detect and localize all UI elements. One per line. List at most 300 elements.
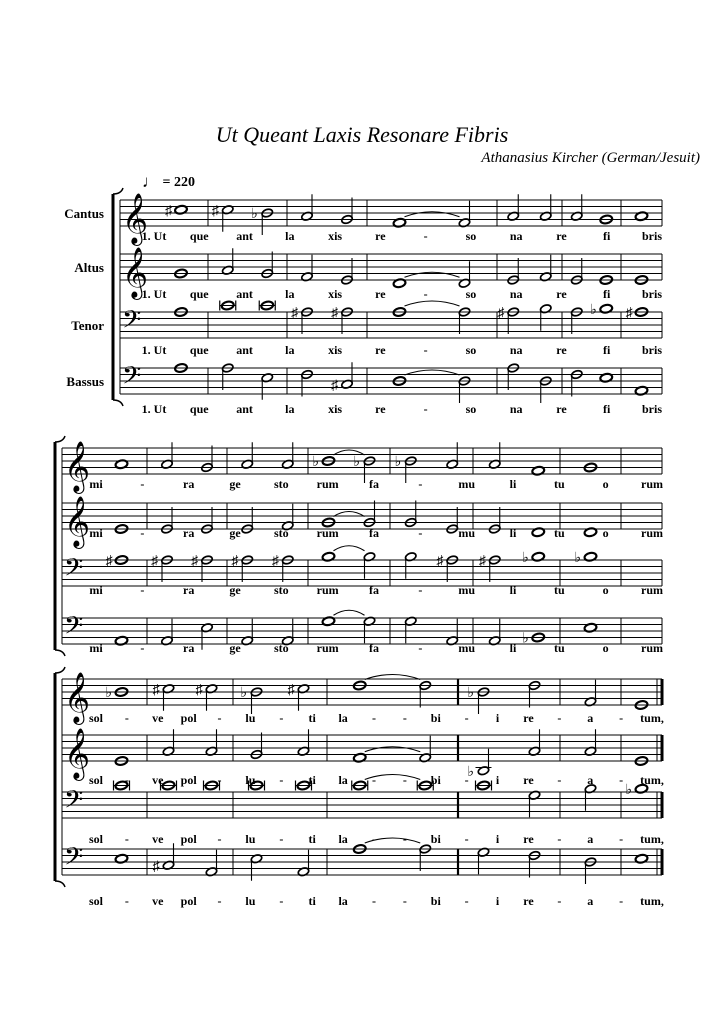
lyric-syllable: ve xyxy=(152,832,164,846)
lyric-syllable: - xyxy=(557,773,562,787)
lyric-syllable: sto xyxy=(273,477,289,491)
lyric-syllable: - xyxy=(140,477,145,491)
lyric-syllable: tu xyxy=(553,477,565,491)
note xyxy=(288,683,310,711)
note xyxy=(590,303,613,318)
sharp-icon: ♯ xyxy=(331,378,338,394)
lyric-syllable: - xyxy=(402,894,407,908)
lyric-syllable: - xyxy=(423,287,428,301)
sharp-icon: ♯ xyxy=(191,554,198,569)
lyric-syllable: bris xyxy=(641,287,663,301)
lyric-syllable: re xyxy=(523,711,534,725)
lyric-syllable: - xyxy=(619,773,624,787)
sharp-icon: ♯ xyxy=(151,554,158,569)
lyric-syllable: - xyxy=(279,894,284,908)
flat-icon: ♭ xyxy=(522,550,529,566)
lyric-syllable: mi xyxy=(89,641,103,655)
lyric-syllable: li xyxy=(509,526,517,540)
staff-cantus xyxy=(62,673,664,725)
note xyxy=(419,736,432,763)
lyric-syllable: - xyxy=(140,526,145,540)
lyric-syllable: re xyxy=(375,343,386,357)
lyric-syllable: rum xyxy=(641,641,663,655)
lyric-syllable: mi xyxy=(89,583,103,597)
lyric-syllable: - xyxy=(372,711,376,725)
bracket-hook xyxy=(55,881,65,887)
lyric-syllable: 1. Ut xyxy=(141,343,167,357)
treble-clef-icon: 𝄞 xyxy=(122,194,149,243)
lyric-syllable: fi xyxy=(603,229,611,243)
lyric-syllable: ve xyxy=(152,711,164,725)
lyric-syllable: - xyxy=(124,773,129,787)
staff-altus xyxy=(74,248,662,301)
lyric-syllable: fa xyxy=(369,526,379,540)
note xyxy=(507,194,520,221)
note xyxy=(404,501,417,528)
lyric-syllable: bris xyxy=(641,229,663,243)
lyric-syllable: - xyxy=(423,229,428,243)
bass-clef-icon: 𝄢 xyxy=(122,362,142,396)
treble-clef-icon: 𝄞 xyxy=(64,673,91,722)
sharp-icon: ♯ xyxy=(152,682,160,698)
note xyxy=(488,442,501,469)
note xyxy=(446,619,459,646)
lyric-syllable: i xyxy=(495,894,500,908)
sharp-icon: ♯ xyxy=(105,554,113,569)
note xyxy=(331,306,353,334)
lyric-syllable: 1. Ut xyxy=(141,229,167,243)
note xyxy=(241,442,254,469)
staff-tenor xyxy=(62,546,663,597)
lyric-syllable: a xyxy=(587,894,594,908)
staff-cantus xyxy=(62,442,663,494)
lyric-syllable: re xyxy=(556,402,567,416)
bass-clef-icon: 𝄢 xyxy=(64,843,84,877)
lyric-syllable: 1. Ut xyxy=(141,287,167,301)
lyric-syllable: bris xyxy=(641,402,663,416)
tie xyxy=(405,301,460,306)
lyric-syllable: fa xyxy=(369,477,379,491)
lyric-syllable: - xyxy=(418,583,423,597)
lyric-syllable: sto xyxy=(273,641,289,655)
staff-bassus xyxy=(62,838,664,908)
note xyxy=(479,554,501,582)
note xyxy=(341,258,354,285)
voice-label: Tenor xyxy=(71,318,104,333)
sharp-icon: ♯ xyxy=(165,203,172,219)
lyric-syllable: re xyxy=(556,343,567,357)
note xyxy=(191,554,213,582)
lyric-syllable: 1. Ut xyxy=(141,402,167,416)
note xyxy=(272,554,294,582)
note xyxy=(301,255,314,282)
lyric-syllable: - xyxy=(418,641,423,655)
lyric-syllable: na xyxy=(509,402,523,416)
lyric-syllable: - xyxy=(279,832,284,846)
note xyxy=(570,369,583,396)
lyric-syllable: - xyxy=(402,711,407,725)
lyric-syllable: bris xyxy=(641,343,663,357)
lyric-syllable: sol xyxy=(88,711,104,725)
system xyxy=(64,188,662,416)
note xyxy=(584,729,597,756)
lyric-syllable: fi xyxy=(603,402,611,416)
sharp-icon: ♯ xyxy=(211,203,219,219)
lyric-syllable: - xyxy=(464,832,469,846)
lyric-syllable: ge xyxy=(229,583,241,597)
staff-bassus xyxy=(66,362,662,416)
note xyxy=(161,442,174,469)
lyric-syllable: - xyxy=(619,711,624,725)
lyric-syllable: lu xyxy=(245,711,256,725)
lyric-syllable: - xyxy=(372,832,376,846)
lyric-syllable: rum xyxy=(641,583,663,597)
flat-icon: ♭ xyxy=(625,782,633,798)
sharp-icon: ♯ xyxy=(291,306,298,321)
lyric-syllable: - xyxy=(124,711,129,725)
lyric-syllable: ve xyxy=(152,894,164,908)
note xyxy=(363,552,376,579)
voice-label: Altus xyxy=(74,260,104,275)
lyric-syllable: - xyxy=(402,773,407,787)
note xyxy=(476,781,492,791)
staff-tenor xyxy=(71,301,662,358)
lyric-syllable: mu xyxy=(458,526,476,540)
flat-icon: ♭ xyxy=(574,550,582,566)
treble-clef-icon: 𝄞 xyxy=(122,248,149,297)
flat-icon: ♭ xyxy=(240,686,248,701)
lyric-syllable: na xyxy=(509,287,523,301)
lyric-syllable: tu xyxy=(553,526,565,540)
lyric-syllable: tu xyxy=(553,583,565,597)
note xyxy=(241,619,254,646)
note xyxy=(301,194,314,221)
lyric-syllable: xis xyxy=(328,343,343,357)
lyric-syllable: tum, xyxy=(640,832,664,846)
system xyxy=(55,667,664,908)
lyric-syllable: re xyxy=(375,287,386,301)
sharp-icon: ♯ xyxy=(436,554,444,569)
flat-icon: ♭ xyxy=(105,686,113,701)
note xyxy=(528,729,541,756)
note xyxy=(241,686,263,714)
lyric-syllable: ra xyxy=(183,526,195,540)
note xyxy=(404,552,417,579)
note xyxy=(165,204,188,219)
lyric-syllable: lu xyxy=(245,894,256,908)
bass-clef-icon: 𝄢 xyxy=(64,612,84,646)
lyric-syllable: que xyxy=(189,402,209,416)
lyric-syllable: - xyxy=(418,477,423,491)
lyric-syllable: - xyxy=(217,773,222,787)
note xyxy=(458,307,471,334)
note xyxy=(584,784,597,811)
note xyxy=(250,733,263,760)
note xyxy=(261,373,274,400)
note xyxy=(161,619,174,646)
note xyxy=(528,790,541,817)
composer-credit: Athanasius Kircher (German/Jesuit) xyxy=(481,150,700,166)
note xyxy=(458,376,471,403)
lyric-syllable: re xyxy=(375,229,386,243)
lyric-syllable: tum, xyxy=(640,711,664,725)
lyric-syllable: - xyxy=(279,773,284,787)
note xyxy=(468,686,490,714)
note xyxy=(221,248,234,275)
note xyxy=(259,301,275,311)
lyric-syllable: xis xyxy=(328,287,343,301)
note xyxy=(539,376,552,403)
lyric-syllable: - xyxy=(557,711,562,725)
note xyxy=(570,194,583,221)
lyric-syllable: ti xyxy=(308,832,316,846)
lyric-syllable: ti xyxy=(308,773,316,787)
lyric-syllable: re xyxy=(523,832,534,846)
lyric-syllable: pol xyxy=(180,832,197,846)
lyric-syllable: re xyxy=(523,894,534,908)
tempo-value: = 220 xyxy=(162,175,195,190)
lyric-syllable: rum xyxy=(641,477,663,491)
note xyxy=(626,783,649,798)
lyric-syllable: fa xyxy=(369,583,379,597)
note xyxy=(205,850,218,877)
lyric-syllable: - xyxy=(418,526,423,540)
tie xyxy=(365,747,421,752)
lyric-syllable: la xyxy=(285,343,295,357)
note xyxy=(570,307,583,334)
flat-icon: ♭ xyxy=(590,302,597,318)
note xyxy=(363,616,376,643)
sharp-icon: ♯ xyxy=(195,682,203,698)
lyric-syllable: re xyxy=(375,402,386,416)
treble-clef-icon: 𝄞 xyxy=(64,497,91,546)
note xyxy=(162,729,175,756)
lyric-syllable: i xyxy=(495,832,500,846)
lyric-syllable: ge xyxy=(229,641,241,655)
lyric-syllable: a xyxy=(587,832,594,846)
tie xyxy=(334,546,365,551)
note xyxy=(539,304,552,331)
lyric-syllable: tum, xyxy=(640,773,664,787)
lyric-syllable: i xyxy=(495,773,500,787)
lyric-syllable: fi xyxy=(603,287,611,301)
note xyxy=(296,781,312,791)
voice-label: Bassus xyxy=(66,374,104,389)
lyric-syllable: fi xyxy=(603,343,611,357)
bracket-hook xyxy=(113,400,123,406)
lyric-syllable: a xyxy=(587,711,594,725)
lyric-syllable: sto xyxy=(273,526,289,540)
lyric-syllable: li xyxy=(509,641,517,655)
lyric-syllable: - xyxy=(402,832,407,846)
note xyxy=(458,201,471,228)
lyric-syllable: ant xyxy=(236,229,253,243)
lyric-syllable: - xyxy=(217,894,222,908)
lyric-syllable: re xyxy=(556,287,567,301)
sharp-icon: ♯ xyxy=(478,554,486,569)
lyric-syllable: ge xyxy=(229,526,241,540)
flat-icon: ♭ xyxy=(353,455,361,470)
note xyxy=(417,781,433,791)
flat-icon: ♭ xyxy=(467,686,475,701)
flat-icon: ♭ xyxy=(394,455,402,470)
flat-icon: ♭ xyxy=(467,764,475,780)
tie xyxy=(405,272,460,277)
lyric-syllable: na xyxy=(509,229,523,243)
lyric-syllable: la xyxy=(285,287,295,301)
note xyxy=(204,781,220,791)
note xyxy=(201,446,214,473)
note xyxy=(205,729,218,756)
lyric-syllable: li xyxy=(509,583,517,597)
lyric-syllable: - xyxy=(557,894,562,908)
note xyxy=(584,857,597,884)
lyric-syllable: tu xyxy=(553,641,565,655)
lyric-syllable: la xyxy=(338,711,348,725)
note xyxy=(539,194,552,221)
note xyxy=(196,683,218,711)
treble-clef-icon: 𝄞 xyxy=(64,442,91,491)
lyric-syllable: la xyxy=(285,229,295,243)
note xyxy=(201,507,214,534)
lyric-syllable: - xyxy=(217,711,222,725)
sharp-icon: ♯ xyxy=(271,554,279,569)
lyric-syllable: - xyxy=(423,402,428,416)
lyric-syllable: - xyxy=(557,832,562,846)
note xyxy=(584,680,597,707)
note xyxy=(161,507,174,534)
lyric-syllable: xis xyxy=(328,402,343,416)
note xyxy=(297,729,310,756)
note xyxy=(251,207,273,235)
note xyxy=(528,850,541,877)
lyric-syllable: o xyxy=(602,583,609,597)
lyric-syllable: li xyxy=(509,477,517,491)
flat-icon: ♭ xyxy=(251,207,258,222)
lyric-syllable: so xyxy=(465,229,477,243)
lyric-syllable: tum, xyxy=(640,894,664,908)
sharp-icon: ♯ xyxy=(331,306,338,321)
sharp-icon: ♯ xyxy=(287,682,295,698)
lyric-syllable: la xyxy=(338,894,348,908)
lyric-syllable: mi xyxy=(89,526,103,540)
note xyxy=(522,551,545,566)
note xyxy=(201,623,214,650)
sharp-icon: ♯ xyxy=(152,859,160,875)
note xyxy=(151,554,173,582)
lyric-syllable: bi xyxy=(430,894,441,908)
note xyxy=(488,507,501,534)
note xyxy=(153,843,175,874)
treble-clef-icon: 𝄞 xyxy=(64,729,91,778)
lyric-syllable: la xyxy=(338,832,348,846)
lyric-syllable: ant xyxy=(236,343,253,357)
lyric-syllable: mu xyxy=(458,583,476,597)
lyric-syllable: sol xyxy=(88,832,104,846)
lyric-syllable: - xyxy=(140,583,145,597)
staff-bassus xyxy=(62,610,663,655)
lyric-syllable: i xyxy=(495,711,500,725)
lyric-syllable: que xyxy=(189,343,209,357)
lyric-syllable: o xyxy=(602,641,609,655)
lyric-syllable: bi xyxy=(430,773,441,787)
note xyxy=(221,363,234,390)
lyric-syllable: que xyxy=(189,287,209,301)
lyric-syllable: ve xyxy=(152,773,164,787)
note xyxy=(241,507,254,534)
lyric-syllable: ti xyxy=(308,894,316,908)
lyric-syllable: ant xyxy=(236,287,253,301)
note xyxy=(458,261,471,288)
note xyxy=(446,507,459,534)
lyric-syllable: - xyxy=(279,711,284,725)
lyric-syllable: la xyxy=(338,773,348,787)
lyric-syllable: mi xyxy=(89,477,103,491)
lyric-syllable: xis xyxy=(328,229,343,243)
bass-clef-icon: 𝄢 xyxy=(64,554,84,588)
lyric-syllable: rum xyxy=(641,526,663,540)
lyric-syllable: sol xyxy=(88,894,104,908)
note xyxy=(301,369,314,396)
lyric-syllable: - xyxy=(124,832,129,846)
lyric-syllable: ra xyxy=(183,477,195,491)
lyric-syllable: so xyxy=(465,402,477,416)
note xyxy=(539,255,552,282)
lyric-syllable: pol xyxy=(180,773,197,787)
bass-clef-icon: 𝄢 xyxy=(64,786,84,820)
system xyxy=(55,436,663,656)
lyric-syllable: ge xyxy=(229,477,241,491)
note xyxy=(297,850,310,877)
lyric-syllable: - xyxy=(464,773,469,787)
lyric-syllable: - xyxy=(372,894,376,908)
staff-altus xyxy=(62,497,663,549)
lyric-syllable: mu xyxy=(458,641,476,655)
lyric-syllable: ant xyxy=(236,402,253,416)
sharp-icon: ♯ xyxy=(625,306,633,321)
lyric-syllable: o xyxy=(602,477,609,491)
note xyxy=(220,301,236,311)
flat-icon: ♭ xyxy=(312,455,320,470)
lyric-syllable: sol xyxy=(88,773,104,787)
lyric-syllable: lu xyxy=(245,832,256,846)
note xyxy=(528,680,541,707)
staff-altus xyxy=(62,729,664,787)
tie xyxy=(334,610,365,615)
note xyxy=(363,501,376,528)
quarter-note-icon: ♩ xyxy=(142,172,159,191)
lyric-syllable: - xyxy=(217,832,222,846)
lyric-syllable: ra xyxy=(183,583,195,597)
lyric-syllable: - xyxy=(372,773,376,787)
lyric-syllable: bi xyxy=(430,832,441,846)
lyric-syllable: re xyxy=(556,229,567,243)
lyric-syllable: re xyxy=(523,773,534,787)
note xyxy=(395,455,417,483)
voice-label: Cantus xyxy=(64,206,104,221)
note xyxy=(331,362,353,393)
sharp-icon: ♯ xyxy=(497,306,505,321)
lyric-syllable: - xyxy=(124,894,129,908)
lyric-syllable: - xyxy=(464,711,469,725)
lyric-syllable: pol xyxy=(180,711,197,725)
note xyxy=(436,554,458,582)
lyric-syllable: fa xyxy=(369,641,379,655)
note xyxy=(114,781,130,791)
note xyxy=(291,306,313,334)
lyric-syllable: sto xyxy=(273,583,289,597)
lyric-syllable: so xyxy=(465,343,477,357)
